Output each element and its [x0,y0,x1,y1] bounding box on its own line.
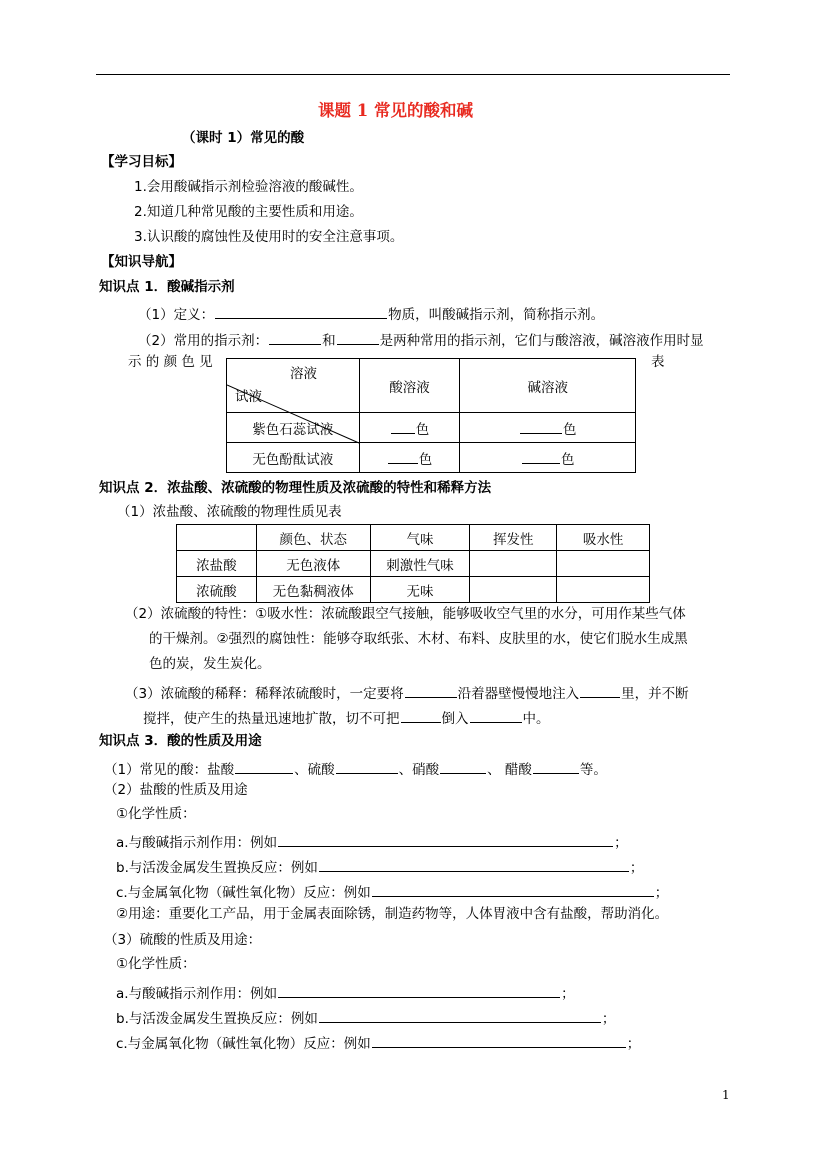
semicolon: ； [614,835,628,851]
semicolon: ； [601,1011,616,1027]
goals-header: 【学习目标】 [101,154,182,170]
semicolon: ； [629,860,644,876]
h2so4-a-label: a.与酸碱指示剂作用：例如 [116,986,278,1002]
physical-properties-table [176,524,650,603]
semicolon: ； [654,885,669,901]
hcl-b-blank[interactable] [319,858,629,872]
k3-blank-hcl[interactable] [235,760,293,774]
hcl-a-blank[interactable] [278,833,613,847]
k3-common-d: 、 醋酸 [487,762,532,778]
hcl-uses: ②用途：重要化工产品，用于金属表面除锈，制造药物等，人体胃液中含有盐酸，帮助消化。 [116,906,669,922]
color-suffix: 色 [562,421,577,438]
indicator-col-acid: 酸溶液 [359,359,460,413]
hcl-line-a [116,833,628,851]
semicolon: ； [626,1036,641,1052]
h2so4-b-label: b.与活泼金属发生置换反应：例如 [116,1011,318,1027]
indicator-table-header [227,359,636,413]
k2-sub3-blank-2[interactable] [580,684,620,698]
color-suffix: 色 [415,421,430,438]
k2-sub3-line2 [143,709,550,727]
k1-heading: 知识点 1．酸碱指示剂 [99,279,235,295]
properties-cell: 浓盐酸 [177,551,257,577]
k1-common-blank-1[interactable] [269,331,321,345]
k1-common-mid: 和 [322,333,336,349]
k2-sub3-line1 [125,684,689,702]
k1-common-line2: 示 的 颜 色 见 [128,354,213,370]
indicator-cell [359,443,460,473]
k1-common [138,331,704,349]
indicator-cell [460,443,636,473]
k3-common-b: 、硫酸 [294,762,335,778]
k2-heading: 知识点 2．浓盐酸、浓硫酸的物理性质及浓硫酸的特性和稀释方法 [99,480,492,496]
properties-row [177,551,650,577]
hcl-c-blank[interactable] [372,883,654,897]
k3-common-a: （1）常见的酸：盐酸 [104,762,235,778]
k2-sub3-blank-1[interactable] [405,684,457,698]
nav-header: 【知识导航】 [101,254,182,270]
properties-cell: 无色液体 [256,551,370,577]
hcl-a-label: a.与酸碱指示剂作用：例如 [116,835,278,851]
h2so4-line-c [116,1034,640,1052]
corner-bottom-label: 试液 [235,389,262,405]
k2-sub2-line3: 色的炭，发生炭化。 [149,656,271,672]
k3-blank-h2so4[interactable] [336,760,398,774]
h2so4-a-blank[interactable] [278,984,560,998]
k2-sub2-line1: （2）浓硫酸的特性：①吸水性：浓硫酸跟空气接触，能够吸收空气里的水分，可用作某些气体 [125,606,686,622]
properties-header: 挥发性 [470,525,557,551]
goal-1: 1.会用酸碱指示剂检验溶液的酸碱性。 [134,179,363,195]
indicator-col-base: 碱溶液 [460,359,636,413]
indicator-blank[interactable] [522,450,560,464]
h2so4-c-blank[interactable] [372,1034,626,1048]
semicolon: ； [561,986,575,1002]
h2so4-b-blank[interactable] [319,1009,601,1023]
hcl-line-b [116,858,643,876]
k3-common-acids [104,760,607,778]
hcl-c-label: c.与金属氧化物（碱性氧化物）反应：例如 [116,885,371,901]
properties-cell[interactable] [557,551,650,577]
properties-cell: 无味 [370,577,470,603]
h2so4-header: （3）硫酸的性质及用途： [104,932,262,948]
properties-row [177,577,650,603]
k1-common-tail: 表 [651,354,665,370]
k3-common-c: 、硝酸 [398,762,440,778]
page-title: 课题 1 常见的酸和碱 [318,101,473,120]
k1-definition [138,305,604,323]
color-suffix: 色 [560,451,575,468]
k1-def-post: 物质，叫酸碱指示剂，简称指示剂。 [388,307,605,323]
k3-blank-acetic[interactable] [533,760,579,774]
h2so4-chem-label: ①化学性质： [116,956,196,972]
k2-sub3-blank-4[interactable] [470,709,522,723]
k2-sub3-c: 里，并不断 [621,686,689,702]
k3-blank-hno3[interactable] [440,760,486,774]
properties-cell: 刺激性气味 [370,551,470,577]
color-suffix: 色 [418,451,433,468]
hcl-b-label: b.与活泼金属发生置换反应：例如 [116,860,318,876]
hcl-chem-label: ①化学性质： [116,806,196,822]
k2-sub3-f: 中。 [522,711,550,727]
k1-common-post: 是两种常用的指示剂，它们与酸溶液，碱溶液作用时显 [379,333,704,349]
k2-sub1: （1）浓盐酸、浓硫酸的物理性质见表 [117,504,342,520]
properties-header: 颜色、状态 [256,525,370,551]
k2-sub3-a: （3）浓硫酸的稀释：稀释浓硫酸时，一定要将 [125,686,404,702]
k2-sub3-e: 倒入 [441,711,469,727]
properties-cell[interactable] [557,577,650,603]
corner-top-label: 溶液 [290,366,317,382]
indicator-blank[interactable] [388,450,418,464]
properties-cell[interactable] [470,551,557,577]
header-rule [96,74,730,75]
k1-def-blank[interactable] [215,305,387,319]
properties-cell: 无色黏稠液体 [256,577,370,603]
properties-header [177,525,257,551]
goal-2: 2.知道几种常见酸的主要性质和用途。 [134,204,363,220]
h2so4-line-b [116,1009,615,1027]
k2-sub3-blank-3[interactable] [401,709,441,723]
k2-sub3-b: 沿着器壁慢慢地注入 [457,686,580,702]
indicator-cell [359,413,460,443]
k3-heading: 知识点 3．酸的性质及用途 [99,733,262,749]
indicator-name: 无色酚酞试液 [227,443,360,473]
properties-cell[interactable] [470,577,557,603]
indicator-blank[interactable] [391,420,415,434]
k2-sub2-line2: 的干燥剂。②强烈的腐蚀性：能够夺取纸张、木材、布料、皮肤里的水，使它们脱水生成黑 [149,631,688,647]
indicator-name: 紫色石蕊试液 [227,413,360,443]
h2so4-line-a [116,984,575,1002]
indicator-cell [460,413,636,443]
k1-def-pre: （1）定义： [138,307,215,323]
indicator-row [227,443,636,473]
k2-sub3-d: 搅拌，使产生的热量迅速地扩散，切不可把 [143,711,400,727]
properties-header-row [177,525,650,551]
hcl-line-c [116,883,668,901]
properties-header: 气味 [370,525,470,551]
hcl-header: （2）盐酸的性质及用途 [104,782,248,798]
k3-common-e: 等。 [579,762,607,778]
k1-common-blank-2[interactable] [337,331,379,345]
indicator-blank[interactable] [520,420,562,434]
k1-common-pre: （2）常用的指示剂： [138,333,269,349]
indicator-corner-cell [227,359,360,413]
properties-cell: 浓硫酸 [177,577,257,603]
indicator-table [226,358,636,473]
page-number: 1 [722,1088,730,1102]
lesson-subtitle: （课时 1）常见的酸 [182,130,305,146]
h2so4-c-label: c.与金属氧化物（碱性氧化物）反应：例如 [116,1036,371,1052]
goal-3: 3.认识酸的腐蚀性及使用时的安全注意事项。 [134,229,404,245]
corner-diagonal [227,359,361,445]
properties-header: 吸水性 [557,525,650,551]
